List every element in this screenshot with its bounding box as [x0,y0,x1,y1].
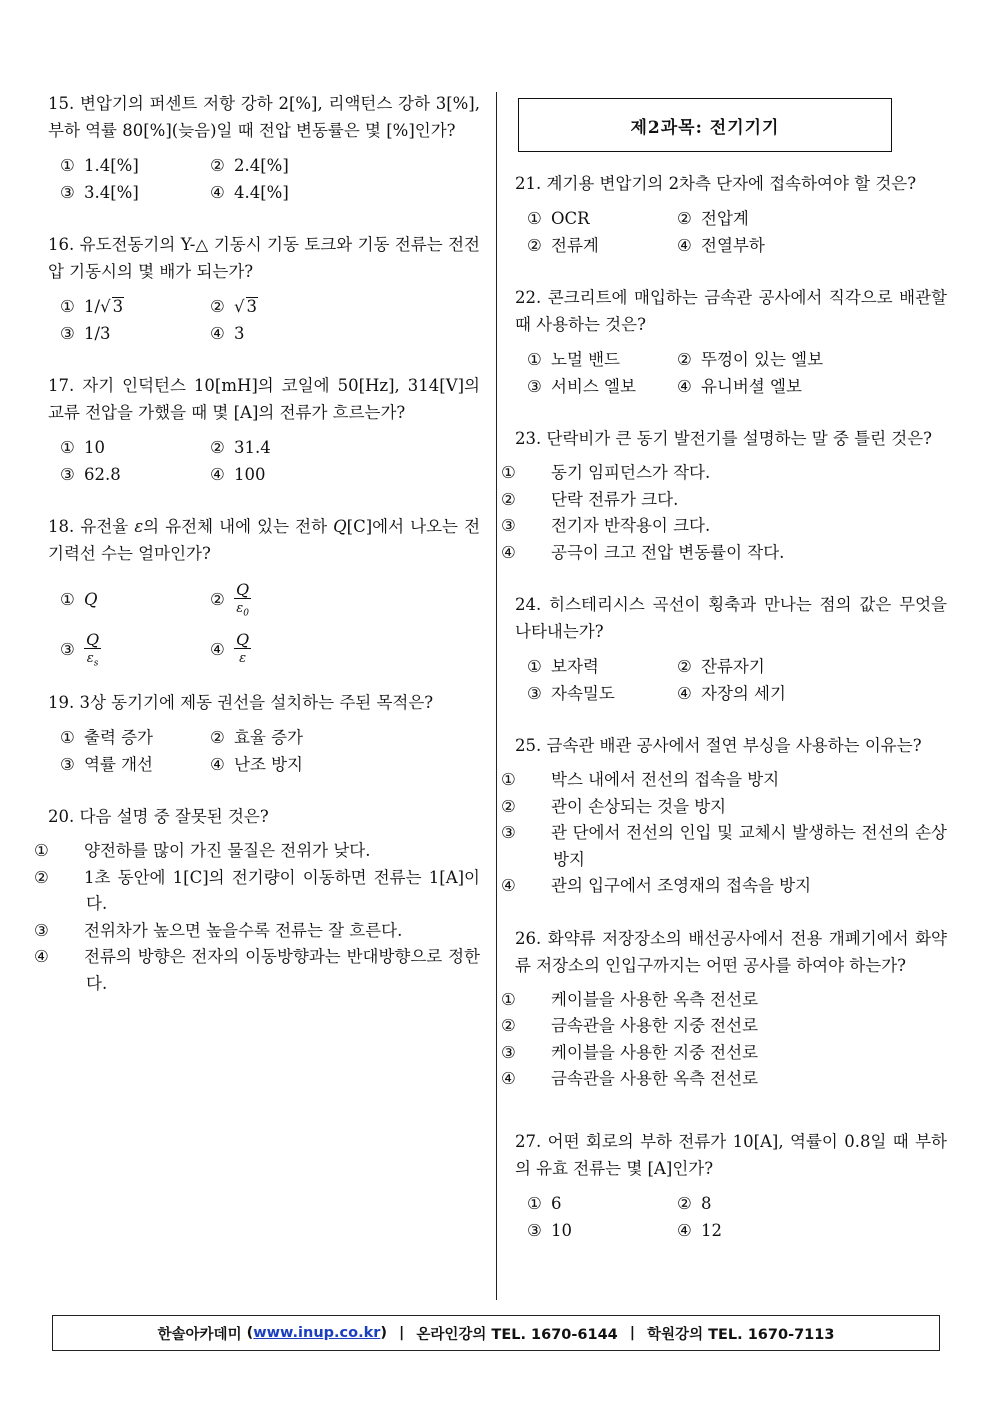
option-1[interactable]: ① 노멀 밴드 [527,350,621,369]
option-1[interactable]: ① 1.4[%] [60,156,139,175]
option-2[interactable]: ② 1초 동안에 1[C]의 전기량이 이동하면 전류는 1[A]이다. [34,867,480,913]
footer-org: 한솔아카데미 [157,1326,242,1343]
fraction: $\frac{Q}{\varepsilon_0}$ [236,579,250,619]
sqrt-symbol: √ [100,297,111,316]
footer-separator: | [399,1325,405,1341]
option-1[interactable]: ① 6 [527,1193,562,1213]
question-stem: 25. 금속관 배관 공사에서 절연 부싱을 사용하는 이유는? [515,736,922,755]
sqrt-symbol: √ [234,297,245,316]
question-27 [515,1128,947,1244]
option-4[interactable]: ④ $\frac{Q}{\varepsilon}$ [210,625,480,675]
footer-separator: | [629,1325,636,1341]
question-stem: 18. 유전율 ε의 유전체 내에 있는 전하 Q[C]에서 나오는 전기력선 수는 얼마인가? [48,517,481,563]
options [501,460,947,566]
option-4[interactable]: ④ 금속관을 사용한 옥측 전선로 [501,1069,759,1088]
option-3[interactable]: ③ 서비스 엘보 [527,377,636,396]
option-2[interactable]: ② 31.4 [210,438,271,457]
option-1[interactable]: ① 박스 내에서 전선의 접속을 방지 [501,770,780,789]
options [527,1190,947,1244]
options [60,152,480,206]
question-stem: 22. 콘크리트에 매입하는 금속관 공사에서 직각으로 배관할 때 사용하는 것은? [515,288,947,334]
question-26 [501,925,947,1093]
option-1[interactable]: ① 1/√ 3 [60,297,124,316]
left-column [34,88,481,997]
option-4[interactable]: ④ 4.4[%] [210,183,289,202]
option-3[interactable]: ③ 역률 개선 [60,755,154,774]
question-stem: 16. 유도전동기의 Y-△ 기동시 기동 토크와 기동 전류는 전전압 기동시의 몇 배가 되는가? [48,235,480,281]
option-2[interactable]: ② 단락 전류가 크다. [501,489,679,509]
option-1[interactable]: ① 보자력 [527,657,599,676]
right-column [501,170,947,1244]
subject-title: 제2과목: 전기기기 [518,98,892,152]
option-4[interactable]: ④ 관의 입구에서 조영재의 접속을 방지 [501,876,812,895]
option-4[interactable]: ④ 유니버셜 엘보 [677,377,802,396]
option-1[interactable]: ① OCR [527,209,590,228]
question-stem: 21. 계기용 변압기의 2차측 단자에 접속하여야 할 것은? [515,174,917,193]
question-stem: 23. 단락비가 큰 동기 발전기를 설명하는 말 중 틀린 것은? [515,429,933,448]
options [527,653,947,707]
column-divider [496,92,497,1300]
options [527,346,947,400]
question-24 [515,591,947,707]
question-stem: 19. 3상 동기기에 제동 권선을 설치하는 주된 목적은? [48,693,434,712]
question-stem: 26. 화약류 저장장소의 배선공사에서 전용 개폐기에서 화약류 저장소의 인입구까지는 어떤 공사를 하여야 하는가? [515,928,947,975]
option-3[interactable]: ③ 전위차가 높으면 높을수록 전류는 잘 흐른다. [34,920,403,940]
option-3[interactable]: ③ 전기자 반작용이 크다. [501,516,711,535]
option-1[interactable]: ① 10 [60,438,105,457]
option-4[interactable]: ④ 전열부하 [677,236,765,255]
option-2[interactable]: ② 금속관을 사용한 지중 전선로 [501,1016,759,1035]
option-2[interactable]: ② √ 3 [210,297,258,316]
footer-url-link[interactable]: www.inup.co.kr [253,1325,381,1341]
option-1[interactable]: ① 케이블을 사용한 옥측 전선로 [501,989,759,1009]
option-4[interactable]: ④ 난조 방지 [210,755,304,774]
footer-bar: 한솔아카데미 ( www.inup.co.kr ) | 온라인강의 TEL. 1670-6144 | 학원강의 TEL. 1670-7113 [52,1315,940,1351]
option-1[interactable]: ① 출력 증가 [60,728,154,747]
option-3[interactable]: ③ 케이블을 사용한 지중 전선로 [501,1042,759,1062]
option-4[interactable]: ④ 12 [677,1220,722,1240]
options [60,434,480,488]
question-17 [48,372,480,488]
option-2[interactable]: ② 잔류자기 [677,657,765,676]
question-18 [48,513,480,675]
option-4[interactable]: ④ 자장의 세기 [677,684,786,703]
option-3[interactable]: ③ 1/3 [60,324,111,343]
option-3[interactable]: ③ 자속밀도 [527,684,615,703]
option-1[interactable]: ① Q [60,590,98,609]
question-22 [515,284,947,400]
option-2[interactable]: ② 뚜껑이 있는 엘보 [677,350,824,369]
option-3[interactable]: ③ 62.8 [60,465,121,484]
option-2[interactable]: ② 효율 증가 [210,728,304,747]
option-3[interactable]: ③ 관 단에서 전선의 인입 및 교체시 발생하는 전선의 손상 방지 [501,823,947,869]
option-3[interactable]: ③ 3.4[%] [60,183,139,202]
option-2[interactable]: ② 2.4[%] [210,156,289,175]
question-stem: 15. 변압기의 퍼센트 저항 강하 2[%], 리액턴스 강하 3[%], 부하 역률 80[%](늦음)일 때 전압 변동률은 몇 [%]인가? [48,94,480,140]
options [34,838,480,997]
question-stem: 27. 어떤 회로의 부하 전류가 10[A], 역률이 0.8일 때 부하의 유효 전류는 몇 [A]인가? [515,1131,947,1178]
option-3[interactable]: ③ 10 [527,1220,572,1240]
question-19 [48,689,480,778]
question-23 [501,425,947,566]
question-21 [515,170,947,259]
option-3[interactable]: ② 전류계 [527,236,599,255]
question-stem: 20. 다음 설명 중 잘못된 것은? [48,807,269,826]
option-3[interactable]: ③ $\frac{Q}{\varepsilon_s}$ [60,629,100,669]
option-4[interactable]: ④ 공극이 크고 전압 변동률이 작다. [501,542,785,562]
options [60,575,480,675]
option-4[interactable]: ④ 전류의 방향은 전자의 이동방향과는 반대방향으로 정한다. [34,947,480,993]
question-16 [48,231,480,347]
question-25 [501,732,947,900]
options [60,724,480,778]
fraction: $\frac{Q}{\varepsilon}$ [236,629,250,666]
option-1[interactable]: ① 동기 임피던스가 작다. [501,463,711,482]
option-4[interactable]: ④ 100 [210,465,266,484]
options [60,293,480,347]
option-1[interactable]: ① 양전하를 많이 가진 물질은 전위가 낮다. [34,841,371,860]
question-15 [48,90,480,206]
options [501,987,947,1093]
option-4[interactable]: ④ 3 [210,324,245,343]
fraction: $\frac{Q}{\varepsilon_s}$ [86,629,100,669]
options [501,767,947,900]
option-2[interactable]: ② $\frac{Q}{\varepsilon_0}$ [210,579,250,619]
option-2[interactable]: ② 8 [677,1193,712,1213]
footer-online: 온라인강의 TEL. 1670-6144 [416,1326,618,1343]
question-20 [34,803,480,997]
option-2[interactable]: ② 관이 손상되는 것을 방지 [501,796,727,816]
question-stem: 24. 히스테리시스 곡선이 횡축과 만나는 점의 값은 무엇을 나타내는가? [515,595,947,641]
footer-offline: 학원강의 TEL. 1670-7113 [647,1326,835,1343]
option-2[interactable]: ② 전압계 [677,209,749,228]
options [527,205,947,259]
question-stem: 17. 자기 인덕턴스 10[mH]의 코일에 50[Hz], 314[V]의 교류 전압을 가했을 때 몇 [A]의 전류가 흐르는가? [48,376,480,422]
